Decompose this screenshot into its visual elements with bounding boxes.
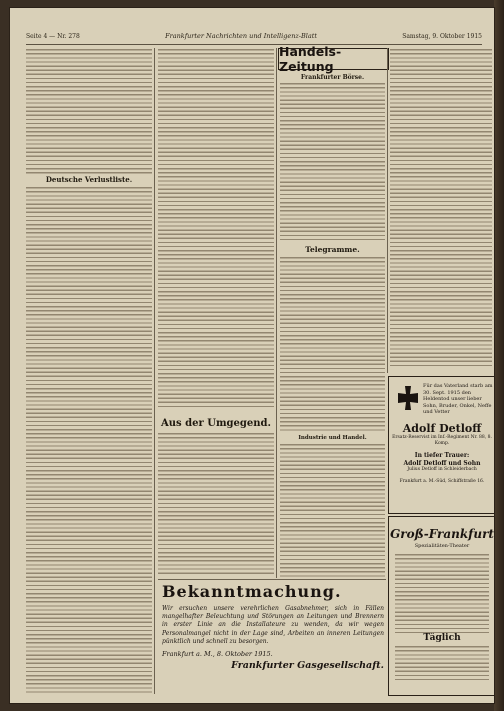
header-left: Seite 4 — Nr. 278 — [26, 32, 80, 40]
column-3-text-a — [280, 82, 385, 240]
handelszeitung-masthead: Handels-Zeitung — [278, 48, 389, 70]
death-notice-mourning: In tiefer Trauer: — [414, 451, 470, 459]
notice-title: Bekanntmachung. — [162, 582, 342, 601]
column-1-text-a — [26, 48, 152, 174]
industrie-handel-heading: Industrie und Handel. — [298, 435, 367, 441]
death-notice-name: Adolf Detloff — [402, 421, 482, 435]
deutsche-verlustliste-heading: Deutsche Verlustliste. — [45, 175, 133, 184]
theater-advertisement — [388, 516, 494, 696]
column-3-text-c — [280, 443, 385, 577]
theater-daily: Täglich — [423, 633, 461, 643]
header-center: Frankfurter Nachrichten und Intelligenz-Blatt — [165, 32, 317, 40]
notice-date: Frankfurt a. M., 8. Oktober 1915. — [162, 650, 273, 659]
death-notice-family: Adolf Detloff und Sohn — [403, 459, 481, 467]
gas-company-notice — [162, 582, 384, 694]
column-4-text — [390, 48, 492, 368]
theater-program-text — [395, 553, 489, 633]
death-notice-family2: Julius Detloff in Schleiderbach — [407, 466, 477, 472]
telegramme-heading: Telegramme. — [305, 245, 360, 254]
theater-details-text — [395, 645, 489, 681]
column-2-text-b — [158, 432, 274, 576]
notice-signature: Frankfurter Gasgesellschaft. — [231, 660, 384, 672]
column-1-text-b — [26, 186, 152, 694]
column-3-text-b — [280, 256, 385, 432]
death-notice — [388, 376, 494, 514]
death-notice-intro: Für das Vaterland starb am 30. Sept. 1915 den Heldentod unser lieber Sohn, Bruder, Onkel, Neffe und Vetter — [423, 383, 493, 415]
column-divider — [387, 48, 388, 373]
column-divider — [154, 48, 155, 694]
binding-edge — [494, 0, 504, 711]
death-notice-regiment: Ersatz-Reservist im Inf.-Regiment Nr. 88, 8. Komp. — [392, 434, 492, 446]
notice-top-rule — [158, 579, 386, 580]
column-divider — [276, 48, 277, 578]
header-right: Samstag, 9. Oktober 1915 — [402, 32, 482, 40]
aus-der-umgegend-heading: Aus der Umgegend. — [161, 418, 271, 429]
column-2-text-a — [158, 48, 274, 410]
theater-subtitle: Spezialitäten-Theater — [414, 543, 470, 549]
theater-title: Groß-Frankfurt — [390, 527, 494, 541]
frankfurter-boerse-heading: Frankfurter Börse. — [300, 74, 365, 81]
page-header — [26, 28, 482, 45]
iron-cross-icon — [395, 385, 421, 411]
death-notice-place: Frankfurt a. M.-Süd, Schiffstraße 16. — [399, 478, 485, 484]
notice-body: Wir ersuchen unsere verehrlichen Gasabnehmer, sich in Fällen mangelhafter Beleuchtung und Störungen an Leitungen und Brennern in erster Linie an die Installateure zu wenden, da wir wegen Personalmangel nicht in der Lage sind, Arbeiten an inneren Leitungen pünktlich und schnell zu besorgen. — [162, 605, 384, 645]
newspaper-page — [10, 8, 494, 703]
